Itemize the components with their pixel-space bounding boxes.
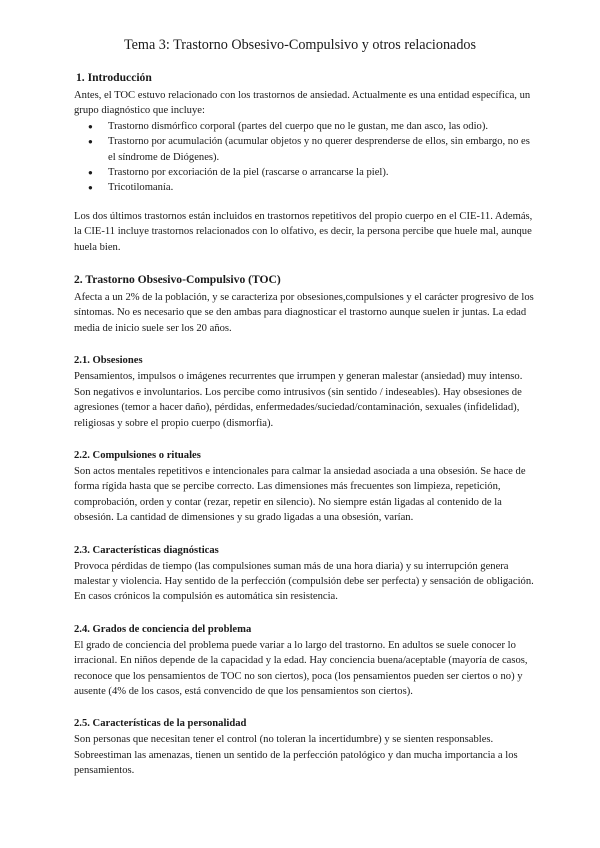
list-item (88, 180, 534, 195)
list-item (88, 134, 534, 165)
subsection-paragraph-personalidad: Son personas que necesitan tener el control (no toleran la incertidumbre) y se sienten responsables. Sobreestiman las amenazas, tienen un sentido de la perfección patológico y dan mucha importancia a los pensamientos. (74, 734, 518, 777)
subsection-heading-compulsiones: 2.2. Compulsiones o rituales (74, 449, 201, 461)
list-item (88, 119, 534, 134)
bullet-icon: ● (88, 137, 93, 147)
list-item-text: Tricotilomanía. (108, 182, 174, 194)
document-body (74, 70, 534, 779)
list-item (88, 165, 534, 180)
subsection-paragraph-compulsiones: Son actos mentales repetitivos e intencionales para calmar la ansiedad asociada a una obsesión. Se hace de forma rígida hasta que se percibe correcto. Las dimensiones más frecuentes son limpieza, repetición, comprobación, orden y contar (rezar, repetir en silencio). No siempre están ligadas al contenido de la obsesión. La cantidad de dimensiones y su grado ligadas a una obsesión, varían. (74, 465, 526, 524)
subsection-heading-caracteristicas-diagnosticas: 2.3. Características diagnósticas (74, 544, 219, 556)
subsection-paragraph-obsesiones: Pensamientos, impulsos o imágenes recurrentes que irrumpen y generan malestar (ansiedad) muy intenso. Son negativos e involuntarios. Los percibe como intrusivos (sin sentido / indeseables). Hay obsesiones de agresiones (temor a hacer daño), pérdidas, enfermedades/suciedad/contaminación, sexuales (infidelidad), religiosas y sobre el propio cuerpo (dismorfia). (74, 371, 523, 429)
subsection-heading-obsesiones: 2.1. Obsesiones (74, 355, 143, 367)
list-item-text: Trastorno por acumulación (acumular objetos y no querer desprenderse de ellos, sin embargo, no es el síndrome de Diógenes). (108, 136, 530, 163)
diagnostic-group-list (74, 119, 534, 196)
toc-intro-paragraph: Afecta a un 2% de la población, y se caracteriza por obsesiones,compulsiones y el carácter progresivo de los síntomas. No es necesario que se den ambas para diagnosticar el trastorno aunque suelen ir juntas. La edad media de inicio suele ser los 20 años. (74, 292, 534, 334)
section-heading-toc: 2. Trastorno Obsesivo-Compulsivo (TOC) (74, 273, 281, 287)
section-closing-paragraph: Los dos últimos trastornos están incluidos en trastornos repetitivos del propio cuerpo en el CIE-11. Además, la CIE-11 incluye trastornos relacionados con lo olfativo, es decir, la persona percibe que huele mal, aunque huela bien. (74, 210, 533, 253)
section-heading-introduccion: 1. Introducción (76, 71, 152, 84)
subsection-paragraph-grados-conciencia: El grado de conciencia del problema puede variar a lo largo del trastorno. En adultos se suele conocer lo irracional. En niños depende de la capacidad y la edad. Hay conciencia buena/aceptable (mayoría de casos, reconoce que los pensamientos de TOC no son ciertos), poca (los pensamientos pueden ser ciertos o no) y ausente (4% de los casos, está convencido de que los pensamientos son ciertos). (74, 639, 528, 697)
bullet-icon: ● (88, 183, 93, 193)
subsection-heading-personalidad: 2.5. Características de la personalidad (74, 718, 247, 730)
bullet-icon: ● (88, 168, 93, 178)
subsection-heading-grados-conciencia: 2.4. Grados de conciencia del problema (74, 623, 252, 635)
list-item-text: Trastorno por excoriación de la piel (rascarse o arrancarse la piel). (108, 167, 389, 179)
bullet-icon: ● (88, 121, 93, 131)
list-item-text: Trastorno dismórfico corporal (partes del cuerpo que no le gustan, me dan asco, las odio). (108, 120, 488, 132)
subsection-paragraph-caracteristicas-diagnosticas: Provoca pérdidas de tiempo (las compulsiones suman más de una hora diaria) y su interrupción genera malestar y violencia. Hay sentido de la perfección (compulsión debe ser perfecta) y sensación de obligación. En casos crónicos la compulsión es automática sin resistencia. (74, 560, 534, 603)
document-title: Tema 3: Trastorno Obsesivo-Compulsivo y otros relacionados (123, 37, 477, 53)
section-intro-paragraph: Antes, el TOC estuvo relacionado con los trastornos de ansiedad. Actualmente es una entidad específica, un grupo diagnóstico que incluye: (74, 90, 531, 117)
